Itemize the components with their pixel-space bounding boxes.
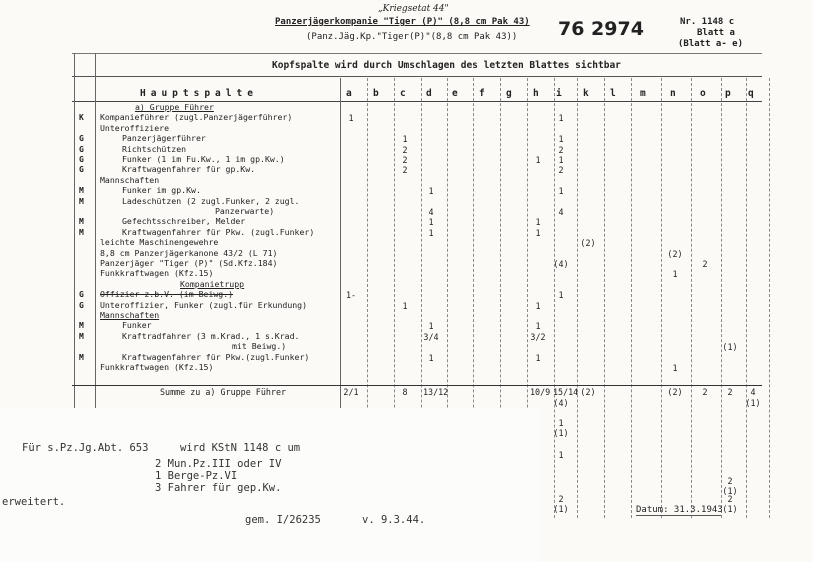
cell-c: 2 [402,165,408,176]
banner-rule [72,76,762,77]
row-label: Funker [122,320,152,331]
amendment-date: v. 9.3.44. [362,514,426,526]
cell-d: 1 [428,227,434,238]
row-label: 8,8 cm Panzerjägerkanone 43/2 (L 71) [100,247,278,258]
column-header-i: i [556,88,562,99]
row-marker: M [79,331,84,341]
column-header-m: m [640,88,646,99]
row-label: Funkkraftwagen (Kfz.15) [100,362,214,372]
row-label: Panzerjägerführer [122,133,206,144]
cell-o: 2 [702,259,708,269]
column-header-e: e [452,88,458,99]
column-header-d: d [426,88,432,99]
cell-h: 1 [535,352,541,363]
cell-n: (2) [667,248,683,259]
sum-cell-q: 4 [750,387,756,397]
column-header-c: c [400,88,406,99]
cell-h: 1 [535,300,541,311]
cell-i: 1 [558,186,564,197]
column-banner: Kopfspalte wird durch Umschlagen des letzten Blattes sichtbar [272,60,621,71]
main-column-header: Hauptspalte [140,88,258,99]
datum-underline [636,515,721,516]
row-label: Ladeschützen (2 zugl.Funker, 2 zugl. [122,195,300,206]
row-label: Mannschaften [100,174,160,185]
unit-title: Panzerjägerkompanie "Tiger (P)" (8,8 cm Pak 43) [275,17,530,27]
column-header-l: l [610,88,616,99]
sum-sub-cell-q: (1) [745,398,761,408]
amendment-statement: wird KStN 1148 c um [180,442,301,454]
sum-cell-c: 8 [402,387,408,397]
row-marker: M [79,196,84,206]
unit-subtitle: (Panz.Jäg.Kp."Tiger(P)"(8,8 cm Pak 43)) [306,32,518,42]
row-label: Funkkraftwagen (Kfz.15) [100,268,214,279]
row-marker: G [79,290,84,300]
cell-c: 1 [402,134,408,145]
row-label: Kraftwagenfahrer für gp.Kw. [122,164,256,175]
cell-d: 1 [428,321,434,332]
column-divider [691,78,692,518]
cell-c: 2 [402,144,408,155]
cell-h: 1 [535,217,541,228]
lower-mark-i: 1 [558,450,564,460]
amendment-item-3: 3 Fahrer für gep.Kw. [155,482,282,494]
lower-mark-p: (1) [722,504,738,514]
cell-c: 1 [402,300,408,311]
row-label: Panzerwarte) [215,206,275,216]
cell-i: 1 [558,113,564,124]
sheet-label: Blatt a [697,28,735,38]
cell-p: (1) [722,342,738,353]
row-label: Gefechtsschreiber, Melder [122,216,246,227]
header-rule [72,53,762,54]
cell-d: 4 [428,207,434,217]
lower-mark-i: 1 [558,418,564,428]
kstn-number: Nr. 1148 c [680,17,735,27]
cell-h: 1 [535,155,541,165]
sum-cell-k: (2) [580,387,596,397]
cell-d: 1 [428,352,434,363]
cell-i: 1 [558,155,564,165]
sum-label: Summe zu a) Gruppe Führer [160,387,287,397]
column-header-o: o [700,88,706,99]
row-marker: G [79,300,84,310]
row-label: Unteroffiziere [100,122,170,133]
row-label: leichte Maschinengewehre [100,237,219,248]
lower-mark-i: (1) [553,504,569,514]
stamp-number: 76 2974 [558,18,644,40]
cell-d: 3/4 [423,331,439,342]
row-marker: M [79,227,84,237]
cell-n: 1 [672,363,678,373]
row-marker: G [79,144,84,154]
sum-sub-cell-i: (4) [553,398,569,408]
sum-cell-a: 2/1 [343,387,359,397]
cell-i: 2 [558,144,564,155]
row-label: Funker im gp.Kw. [122,185,201,196]
datum-stamp: Datum: 31.3.1943 [636,505,723,515]
sum-cell-o: 2 [702,387,708,397]
row-marker: M [79,321,84,331]
row-label: mit Beiwg.) [232,341,287,352]
column-header-g: g [506,88,512,99]
row-label: Panzerjäger "Tiger (P)" (Sd.Kfz.184) [100,258,278,268]
row-marker: G [79,134,84,144]
cell-i: 4 [558,207,564,217]
row-marker: K [79,113,84,123]
lower-mark-p: 2 [727,476,733,486]
column-header-b: b [373,88,379,99]
column-header-n: n [670,88,676,99]
lower-mark-p: 2 [727,494,733,504]
column-divider [577,78,578,518]
row-label: Kraftwagenfahrer für Pkw.(zugl.Funker) [122,351,310,362]
column-divider [74,53,75,408]
row-label: Kompanieführer (zugl.Panzerjägerführer) [100,112,293,123]
cell-h: 1 [535,321,541,332]
row-label: Funker (1 im Fu.Kw., 1 im gp.Kw.) [122,154,285,164]
column-header-a: a [346,88,352,99]
amendment-unit: Für s.Pz.Jg.Abt. 653 [22,442,149,454]
row-marker: M [79,352,84,362]
cell-a: 1 [348,113,354,124]
column-header-k: k [583,88,589,99]
cell-i: (4) [553,259,569,269]
cell-k: (2) [580,238,596,249]
handwritten-tag: „Kriegsetat 44" [378,4,449,14]
row-marker: G [79,165,84,175]
column-divider [769,78,770,518]
amendment-item-1: 2 Mun.Pz.III oder IV [155,458,282,470]
column-divider [631,78,632,518]
column-divider [746,78,747,518]
cell-h: 3/2 [530,331,546,342]
cell-d: 1 [428,186,434,197]
column-header-h: h [533,88,539,99]
column-divider [604,78,605,518]
sum-cell-p: 2 [727,387,733,397]
lower-mark-i: 2 [558,494,564,504]
cell-n: 1 [672,269,678,280]
cell-i: 1 [558,290,564,301]
column-divider [661,78,662,518]
lower-mark-p: (1) [722,486,738,496]
row-label: a) Gruppe Führer [135,102,214,112]
column-header-q: q [748,88,754,99]
row-label: Kraftradfahrer (3 m.Krad., 1 s.Krad. [122,330,300,341]
sum-cell-d: 13/12 [423,387,449,397]
cell-d: 1 [428,217,434,228]
row-label: Mannschaften [100,310,160,320]
column-header-f: f [479,88,485,99]
row-marker: M [79,217,84,227]
row-label: Unteroffizier, Funker (zugl.für Erkundung) [100,299,308,310]
sum-rule [72,385,762,386]
sum-cell-i: 15/14 [553,387,579,397]
column-header-p: p [725,88,731,99]
cell-c: 2 [402,155,408,165]
cell-a: 1- [345,290,357,301]
cell-i: 2 [558,165,564,176]
amendment-item-2: 1 Berge-Pz.VI [155,470,238,482]
row-label: Kraftwagenfahrer für Pkw. (zugl.Funker) [122,226,315,237]
column-divider [95,53,96,408]
row-marker: M [79,186,84,196]
amendment-extended: erweitert. [2,496,66,508]
column-divider [721,78,722,518]
amendment-reference: gem. I/26235 [245,514,321,526]
cell-h: 1 [535,227,541,238]
row-label: Kompanietrupp [180,278,245,289]
sum-cell-n: (2) [667,387,683,397]
cell-i: 1 [558,134,564,145]
amendment-slip [0,408,540,562]
row-label: Offizier z.b.V. (im Beiwg.) [100,289,234,300]
sum-cell-h: 10/9 [530,387,551,397]
sheet-range: (Blatt a- e) [678,39,744,49]
row-marker: G [79,155,84,164]
row-label: Richtschützen [122,143,187,154]
lower-mark-i: (1) [553,428,569,438]
